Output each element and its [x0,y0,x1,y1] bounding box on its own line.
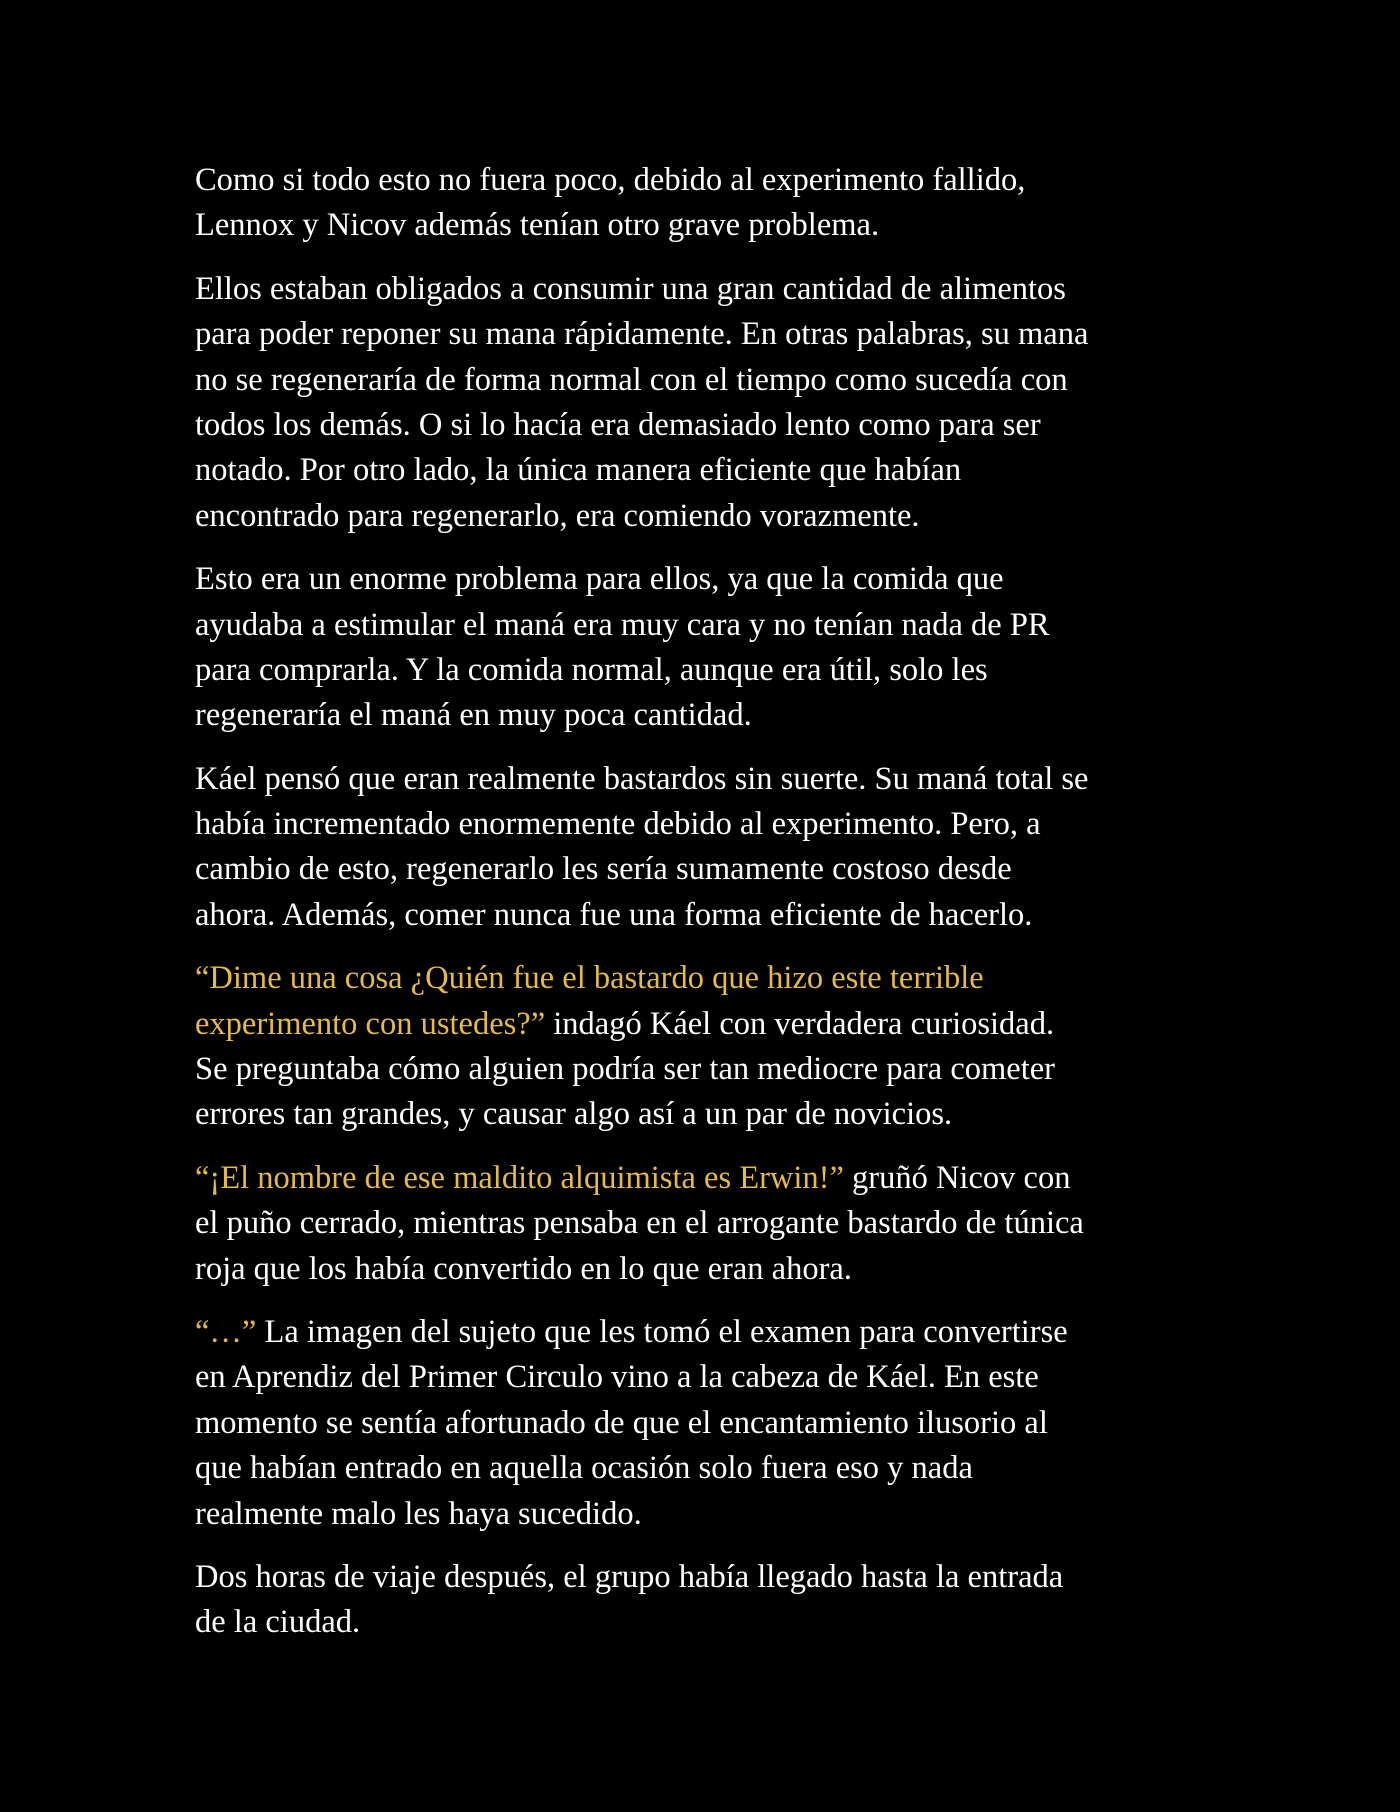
narration-text: el puño cerrado, mientras pensaba en el arrogante bastardo de túnica [195,1205,1084,1242]
dialogue-text: experimento con ustedes?” [195,1005,546,1042]
narration-text: ahora. Además, comer nunca fue una forma eficiente de hacerlo. [195,896,1033,933]
paragraph [195,1310,1225,1537]
narration-text: todos los demás. O si lo hacía era demasiado lento como para ser [195,406,1041,443]
text-line [195,358,1225,403]
narration-text: encontrado para regenerarlo, era comiendo vorazmente. [195,497,920,534]
text-line [195,693,1225,738]
narration-text: Se preguntaba cómo alguien podría ser tan mediocre para cometer [195,1051,1055,1088]
narration-text: ayudaba a estimular el maná era muy cara y no tenían nada de PR [195,606,1050,643]
text-line [195,1555,1225,1600]
narration-text: Lennox y Nicov además tenían otro grave problema. [195,207,880,244]
text-line [195,448,1225,493]
text-line [195,158,1225,203]
text-line [195,1446,1225,1491]
text-line [195,267,1225,312]
text-line [195,1310,1225,1355]
text-line [195,1156,1225,1201]
paragraph [195,557,1225,739]
text-line [195,648,1225,693]
narration-text: había incrementado enormemente debido al experimento. Pero, a [195,806,1041,843]
narration-text: no se regeneraría de forma normal con el tiempo como sucedía con [195,361,1068,398]
narration-text: para comprarla. Y la comida normal, aunque era útil, solo les [195,651,988,688]
document-page [195,158,1225,1664]
narration-text: indagó Káel con verdadera curiosidad. [545,1005,1055,1042]
narration-text: Dos horas de viaje después, el grupo había llegado hasta la entrada [195,1558,1064,1595]
text-line [195,893,1225,938]
dialogue-text: “¡El nombre de ese maldito alquimista es Erwin!” [195,1159,844,1196]
text-line [195,1201,1225,1246]
text-line [195,403,1225,448]
text-line [195,1401,1225,1446]
paragraph [195,1555,1225,1646]
paragraph [195,1156,1225,1292]
narration-text: cambio de esto, regenerarlo les sería sumamente costoso desde [195,851,1012,888]
narration-text: roja que los había convertido en lo que eran ahora. [195,1250,852,1287]
paragraph [195,956,1225,1138]
narration-text: gruñó Nicov con [843,1159,1071,1196]
narration-text: en Aprendiz del Primer Circulo vino a la cabeza de Káel. En este [195,1359,1039,1396]
text-line [195,1355,1225,1400]
text-line [195,203,1225,248]
paragraph [195,757,1225,939]
narration-text: Ellos estaban obligados a consumir una gran cantidad de alimentos [195,270,1066,307]
narration-text: que habían entrado en aquella ocasión solo fuera eso y nada [195,1450,973,1487]
paragraph [195,267,1225,539]
narration-text: notado. Por otro lado, la única manera eficiente que habían [195,452,962,489]
narration-text: errores tan grandes, y causar algo así a un par de novicios. [195,1096,953,1133]
narration-text: Como si todo esto no fuera poco, debido al experimento fallido, [195,162,1026,198]
text-line [195,757,1225,802]
text-line [195,1247,1225,1292]
narration-text: momento se sentía afortunado de que el encantamiento ilusorio al [195,1404,1048,1441]
text-line [195,312,1225,357]
narration-text: para poder reponer su mana rápidamente. En otras palabras, su mana [195,316,1089,353]
text-line [195,1002,1225,1047]
text-line [195,956,1225,1001]
text-line [195,847,1225,892]
narration-text: de la ciudad. [195,1604,361,1641]
text-line [195,802,1225,847]
text-line [195,494,1225,539]
dialogue-text: “Dime una cosa ¿Quién fue el bastardo que hizo este terrible [195,960,984,997]
text-line [195,1600,1225,1645]
text-line [195,1047,1225,1092]
narration-text: realmente malo les haya sucedido. [195,1495,642,1532]
text-line [195,1092,1225,1137]
paragraph [195,158,1225,249]
text-line [195,603,1225,648]
text-line [195,557,1225,602]
text-line [195,1492,1225,1537]
narration-text: regeneraría el maná en muy poca cantidad. [195,697,752,734]
dialogue-text: “…” [195,1313,257,1350]
narration-text: Káel pensó que eran realmente bastardos sin suerte. Su maná total se [195,760,1089,797]
narration-text: Esto era un enorme problema para ellos, ya que la comida que [195,561,1004,598]
narration-text: La imagen del sujeto que les tomó el examen para convertirse [256,1313,1068,1350]
